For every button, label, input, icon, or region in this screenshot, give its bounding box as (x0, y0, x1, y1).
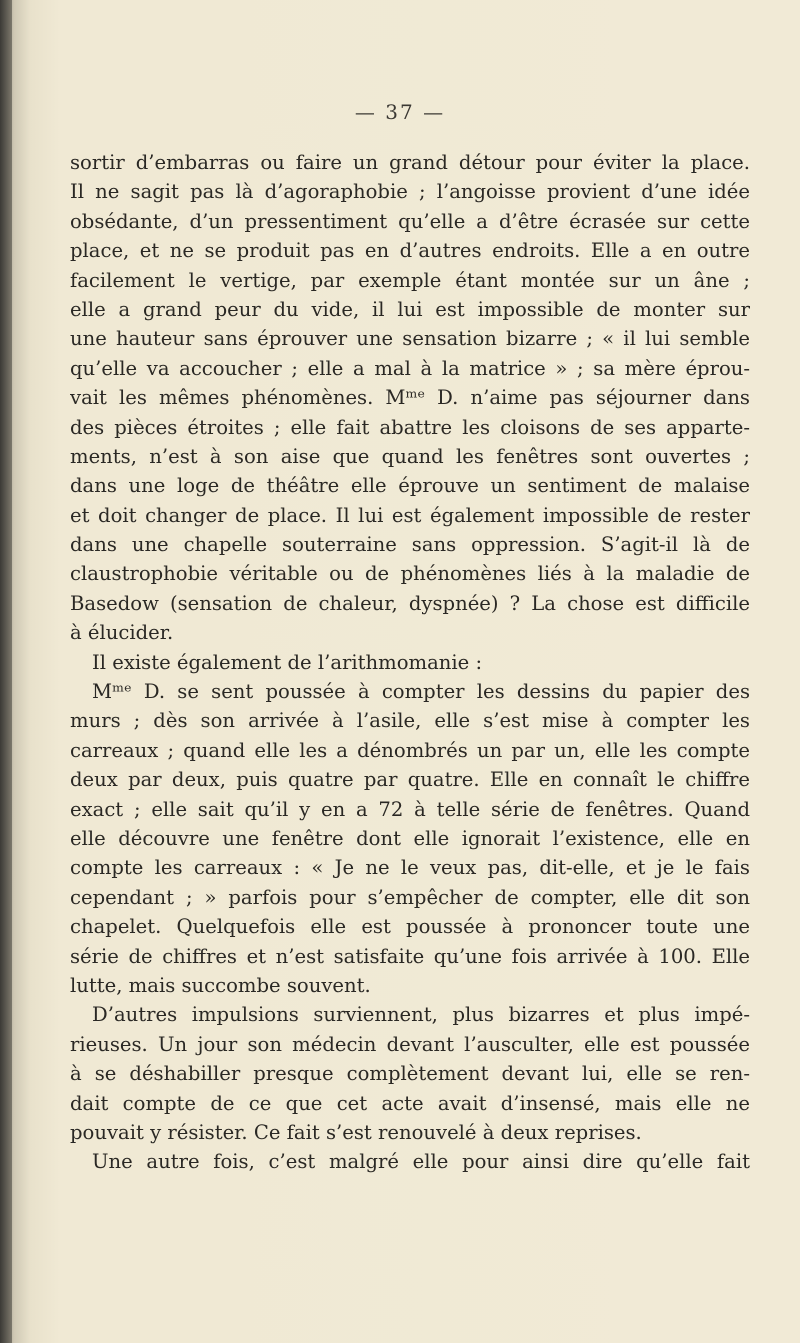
text-line: à élucider. (70, 621, 174, 645)
text-line: murs ; dès son arrivée à l’asile, elle s’est mise à compter les (70, 709, 750, 733)
text-line: Il ne sagit pas là d’agoraphobie ; l’angoisse provient d’une idée (70, 180, 750, 204)
text-line: compte les carreaux : « Je ne le veux pas, dit-elle, et je le fais (70, 856, 750, 880)
text-line: claustrophobie véritable ou de phénomènes liés à la maladie de (70, 562, 750, 586)
text-line: elle découvre une fenêtre dont elle ignorait l’existence, elle en (70, 826, 750, 850)
text-line: facilement le vertige, par exemple étant montée sur un âne ; (70, 268, 750, 292)
text-line: rieuses. Un jour son médecin devant l’ausculter, elle est poussée (70, 1032, 750, 1056)
text-line: dans une loge de théâtre elle éprouve un sentiment de malaise (70, 474, 750, 498)
text-line: lutte, mais succombe souvent. (70, 973, 371, 997)
text-line: cependant ; » parfois pour s’empêcher de compter, elle dit son (70, 885, 750, 909)
text-line: D’autres impulsions surviennent, plus bizarres et plus impé- (92, 1003, 750, 1027)
text-line: série de chiffres et n’est satisfaite qu’une fois arrivée à 100. Elle (70, 944, 750, 968)
text-line: et doit changer de place. Il lui est également impossible de rester (70, 503, 750, 527)
text-line: Il existe également de l’arithmomanie : (92, 650, 483, 674)
text-line: Basedow (sensation de chaleur, dyspnée) ? La chose est difficile (70, 591, 750, 615)
text-line: qu’elle va accoucher ; elle a mal à la matrice » ; sa mère éprou- (70, 356, 750, 380)
text-line: obsédante, d’un pressentiment qu’elle a d’être écrasée sur cette (70, 209, 750, 233)
text-line: Mᵐᵉ D. se sent poussée à compter les dessins du papier des (92, 680, 750, 704)
text-line: exact ; elle sait qu’il y en a 72 à telle série de fenêtres. Quand (70, 797, 750, 821)
page-number: — 37 — (354, 100, 446, 124)
text-line: une hauteur sans éprouver une sensation bizarre ; « il lui semble (70, 327, 750, 351)
text-line: dait compte de ce que cet acte avait d’insensé, mais elle ne (70, 1091, 750, 1115)
text-line: deux par deux, puis quatre par quatre. Elle en connaît le chiffre (70, 768, 750, 792)
text-line: pouvait y résister. Ce fait s’est renouvelé à deux reprises. (70, 1120, 642, 1144)
text-line: ments, n’est à son aise que quand les fenêtres sont ouvertes ; (70, 444, 750, 468)
text-line: vait les mêmes phénomènes. Mᵐᵉ D. n’aime pas séjourner dans (70, 386, 750, 410)
text-line: chapelet. Quelquefois elle est poussée à prononcer toute une (70, 915, 750, 939)
text-line: place, et ne se produit pas en d’autres endroits. Elle a en outre (70, 239, 750, 263)
body-text (70, 148, 750, 1177)
text-line: des pièces étroites ; elle fait abattre les cloisons de ses apparte- (70, 415, 750, 439)
text-line: sortir d’embarras ou faire un grand détour pour éviter la place. (70, 151, 750, 174)
text-line: dans une chapelle souterraine sans oppression. S’agit-il là de (70, 533, 750, 557)
page-binding-edge (0, 0, 12, 1343)
text-line: carreaux ; quand elle les a dénombrés un par un, elle les compte (70, 738, 750, 762)
text-line: elle a grand peur du vide, il lui est impossible de monter sur (70, 297, 750, 321)
text-line: Une autre fois, c’est malgré elle pour ainsi dire qu’elle fait (92, 1150, 750, 1174)
text-line: à se déshabiller presque complètement devant lui, elle se ren- (70, 1062, 750, 1086)
